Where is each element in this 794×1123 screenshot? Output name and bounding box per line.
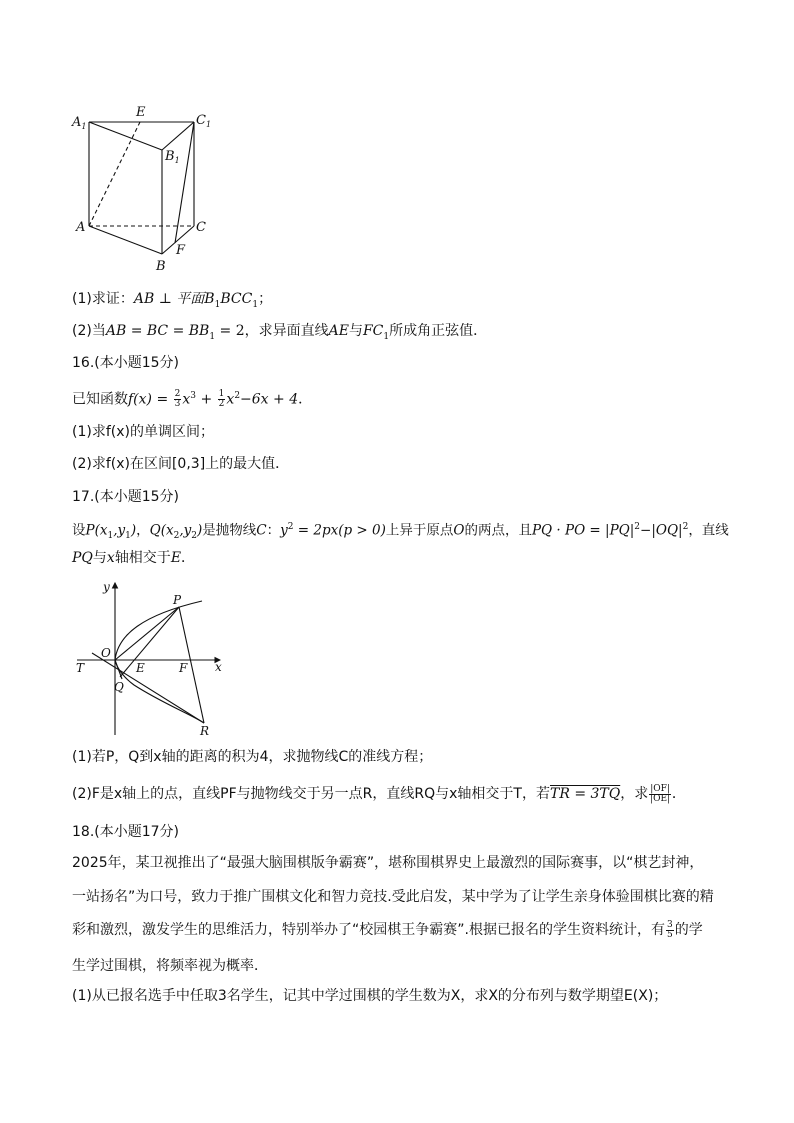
label-o: O (101, 646, 111, 660)
segment-f-c1 (175, 122, 194, 243)
q15-part2: (2)当AB = BC = $BB_1 = 2$，求异面直线AE与$FC_1$所成角正弦值． (72, 323, 488, 342)
q16-stem: 已知函数f(x) = $\frac{2}{3}$ $x^3$ + $\frac{1}{2}$ $x^2-6x + 4$． (72, 389, 313, 410)
line-op (115, 607, 179, 660)
label-c1: $C_1$ (196, 113, 212, 129)
fraction: $\frac{3}{5}$ (666, 919, 673, 940)
label-r: R (200, 724, 210, 738)
label-f: F (176, 243, 186, 258)
parabola-lower (115, 660, 204, 723)
q18-part1: (1)从已报名选手中任取3名学生，记其中学过围棋的学生数为X，求X的分布列与数学期望E(X)； (72, 988, 668, 1004)
line-pq (120, 607, 179, 677)
label-b1: $B_1$ (165, 149, 180, 165)
q15-part1: (1)求证：AB ⊥ 平面$B_1BCC_1$； (72, 291, 273, 310)
q17-part2: (2)F是x轴上的点，直线PF与抛物线交于另一点R，直线RQ与x轴相交于T，若TR = 3TQ，求 $\frac{|OF|}{|OE|}$ ． (72, 783, 686, 804)
edge-a1-b1 (89, 122, 162, 150)
label-f: F (179, 661, 188, 675)
parabola-figure (72, 575, 232, 740)
q16-header: 16.(本小题15分) (72, 355, 180, 371)
segment-a-e (89, 122, 140, 226)
q18-line1: 2025年，某卫视推出了“最强大脑围棋版争霸赛”，堪称围棋界史上最激烈的国际赛事，以“棋艺封神， (72, 855, 704, 871)
q17-part1: (1)若P，Q到x轴的距离的积为4，求抛物线C的准线方程； (72, 749, 433, 765)
label-c: C (196, 220, 206, 235)
q18-line2: 一站扬名”为口号，致力于推广围棋文化和智力竞技.受此启发，某中学为了让学生亲身体验围棋比赛的精 (72, 889, 714, 905)
q17-stem-line2: PQ与x轴相交于E． (72, 550, 196, 566)
label-b: B (156, 259, 166, 274)
fraction: $\frac{2}{3}$ (174, 389, 181, 410)
label-e: E (136, 661, 145, 675)
q18-header: 18.(本小题17分) (72, 824, 180, 840)
q16-part1: (1)求f(x)的单调区间； (72, 424, 214, 440)
label-x: x (215, 660, 222, 674)
label-y: y (103, 580, 110, 594)
fraction: $\frac{|OF|}{|OE|}$ (650, 783, 671, 804)
q16-part2: (2)求f(x)在区间[0,3]上的最大值． (72, 456, 290, 472)
vector-equation: TR = 3TQ (549, 786, 621, 802)
label-a: A (76, 220, 86, 235)
label-t: T (76, 661, 85, 675)
label-p: P (173, 593, 182, 607)
edge-b1-c1 (162, 122, 194, 150)
prism-figure (70, 100, 220, 275)
q17-stem-line1: 设$P(x_1,y_1)$，$Q(x_2,y_2)$是抛物线C：$y^2 = 2px(p > 0)$上异于原点O的两点，且PQ · PO = $|PQ|^2-|OQ|^2$，直线 (72, 522, 729, 542)
edge-a-b (89, 226, 162, 254)
q18-line3: 彩和激烈，激发学生的思维活力，特别举办了“校园棋王争霸赛”.根据已报名的学生资料统计，有 $\frac{3}{5}$ 的学 (72, 919, 703, 940)
label-a1: $A_1$ (72, 115, 87, 131)
label-q: Q (114, 680, 124, 694)
label-e: E (136, 105, 146, 120)
q18-line4: 生学过围棋，将频率视为概率． (72, 958, 268, 974)
fraction: $\frac{1}{2}$ (218, 389, 225, 410)
q17-header: 17.(本小题15分) (72, 489, 180, 505)
